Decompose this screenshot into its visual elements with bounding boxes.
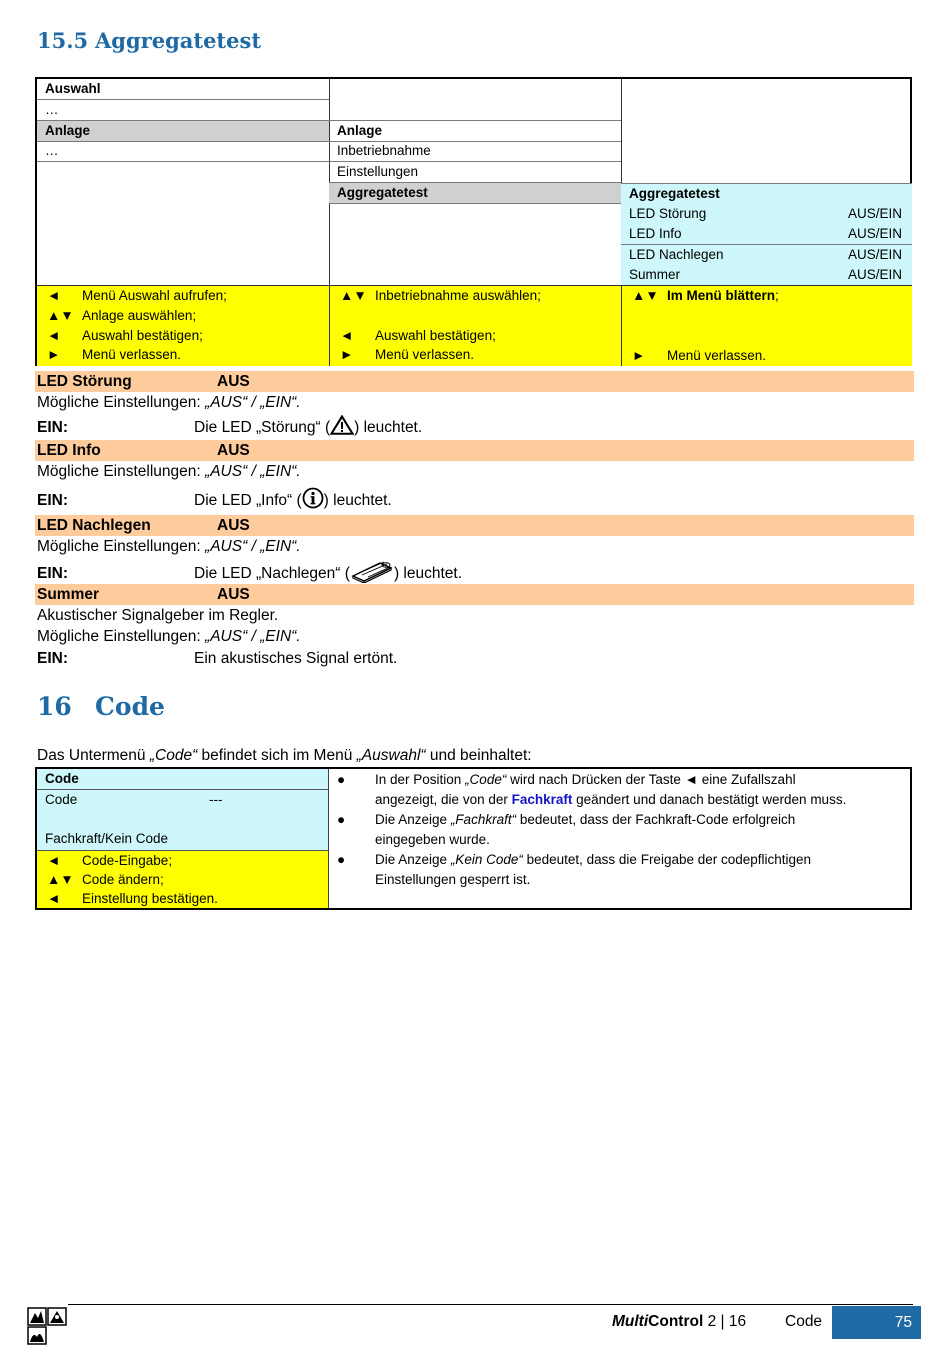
help-text: Menü verlassen.: [82, 347, 182, 362]
setting-ein: [37, 649, 397, 669]
setting-ein: [37, 415, 422, 441]
section-title: Aggregatetest: [95, 28, 262, 53]
version: 2 | 16: [703, 1313, 747, 1330]
help-line: [338, 326, 496, 346]
section-heading-15-5: [37, 28, 261, 53]
arrow-up-down-icon: ▲▼: [47, 308, 74, 323]
row-label: LED Nachlegen: [629, 247, 724, 262]
help-line: [45, 345, 181, 365]
setting-bar-led-stoerung: [35, 371, 914, 392]
help-box-anlage: [329, 285, 621, 366]
company-logo-icon: [27, 1307, 67, 1350]
setting-name: Summer: [37, 586, 100, 603]
arrow-up-down-icon: ▲▼: [47, 872, 74, 887]
ein-text: ) leuchtet.: [354, 419, 423, 437]
options-label: Mögliche Einstellungen:: [37, 463, 201, 480]
setting-options: [37, 537, 301, 557]
menu-auswahl-dots-2: …: [37, 141, 329, 162]
page-number: 75: [832, 1306, 921, 1339]
intro-text: Das Untermenü: [37, 747, 150, 764]
setting-bar-summer: [35, 584, 914, 605]
arrow-left-icon: ◄: [47, 891, 61, 906]
row-value: AUS/EIN: [847, 247, 902, 262]
arrow-up-down-icon: ▲▼: [632, 288, 659, 303]
arrow-right-icon: ►: [632, 348, 646, 363]
help-line: [45, 870, 164, 890]
help-text: Inbetriebnahme auswählen;: [375, 288, 541, 303]
ein-text: Ein akustisches Signal ertönt.: [194, 650, 398, 667]
bullet-text: Einstellungen gesperrt ist.: [375, 872, 531, 887]
help-box-aggregatetest: [621, 285, 912, 366]
ein-text: Die LED „Info“ (: [194, 492, 302, 510]
help-line: [630, 286, 779, 306]
code-status: Fachkraft/Kein Code: [45, 831, 169, 846]
text: Fachkraft: [511, 792, 573, 807]
setting-options: [37, 393, 301, 413]
help-text: Menü verlassen.: [375, 347, 475, 362]
help-text: Auswahl bestätigen;: [375, 328, 496, 343]
help-line: [45, 286, 227, 306]
help-text: Code-Eingabe;: [82, 853, 173, 868]
footer-rule: [68, 1304, 913, 1305]
section-heading-16: [37, 692, 165, 721]
setting-default: AUS: [217, 586, 250, 603]
section-number: 16: [37, 692, 72, 721]
arrow-right-icon: ►: [340, 347, 354, 362]
setting-default: AUS: [217, 442, 250, 459]
menu-row-summer: [621, 265, 912, 285]
setting-bar-led-info: [35, 440, 914, 461]
arrow-left-icon: ◄: [340, 328, 354, 343]
bullet-icon: ●: [337, 812, 346, 827]
ein-label: EIN:: [37, 492, 68, 510]
help-text: Im Menü blättern: [667, 288, 776, 303]
help-text: Menü Auswahl aufrufen;: [82, 288, 227, 303]
setting-bar-led-nachlegen: [35, 515, 914, 536]
menu-anlage-header: Anlage: [329, 121, 621, 142]
help-text: Auswahl bestätigen;: [82, 328, 203, 343]
text: wird nach Drücken der Taste ◄ eine Zufallszahl: [506, 772, 796, 787]
intro-code: „Code“: [149, 747, 198, 764]
text: bedeutet, dass die Freigabe der codepflichtigen: [522, 852, 812, 867]
code-row: [37, 790, 328, 850]
code-display: [37, 769, 329, 908]
menu-anlage-item-1: Inbetriebnahme: [329, 141, 621, 162]
intro-text: befindet sich im Menü: [197, 747, 357, 764]
row-value: AUS/EIN: [847, 226, 902, 241]
arrow-up-down-icon: ▲▼: [340, 288, 367, 303]
help-line: [45, 889, 218, 909]
help-line: [45, 851, 172, 871]
setting-options: [37, 627, 301, 647]
bullet-text: [375, 790, 846, 810]
text: „Code“: [465, 772, 507, 787]
setting-name: LED Nachlegen: [37, 517, 151, 534]
menu-row-led-stoerung: [621, 204, 912, 225]
ein-text: ) leuchtet.: [323, 492, 392, 510]
options-label: Mögliche Einstellungen:: [37, 394, 201, 411]
brand-italic: Multi: [612, 1313, 649, 1330]
options-label: Mögliche Einstellungen:: [37, 628, 201, 645]
section-number: 15.5: [37, 28, 89, 53]
code-help: [37, 850, 328, 908]
menu-auswahl-header: Auswahl: [37, 79, 329, 100]
ein-text: Die LED „Störung“ (: [194, 419, 331, 437]
bullet-text: [375, 770, 796, 790]
help-line: [45, 326, 203, 346]
arrow-left-icon: ◄: [47, 853, 61, 868]
intro-text: und beinhaltet:: [425, 747, 532, 764]
setting-options: [37, 462, 301, 482]
options-values: „AUS“ / „EIN“.: [205, 394, 301, 411]
brand-bold: Control: [648, 1313, 704, 1330]
text: Die Anzeige: [375, 812, 451, 827]
setting-description: Akustischer Signalgeber im Regler.: [37, 607, 279, 624]
text: „Fachkraft“: [450, 812, 517, 827]
menu-row-led-info: [621, 224, 912, 245]
setting-ein: [37, 487, 392, 515]
text: Die Anzeige: [375, 852, 451, 867]
help-text: Menü verlassen.: [667, 348, 767, 363]
menu-structure-table: [35, 77, 912, 366]
ein-text: ) leuchtet.: [393, 565, 462, 583]
help-line: [338, 286, 541, 306]
options-values: „AUS“ / „EIN“.: [205, 628, 301, 645]
bullet-icon: ●: [337, 772, 346, 787]
row-label: Summer: [629, 267, 681, 282]
footer-product: [612, 1312, 746, 1332]
help-line: [338, 345, 474, 365]
row-value: AUS/EIN: [847, 267, 902, 282]
options-values: „AUS“ / „EIN“.: [205, 463, 301, 480]
code-table: [35, 767, 912, 910]
help-text: Einstellung bestätigen.: [82, 891, 218, 906]
code-header: Code: [37, 769, 328, 790]
bullet-icon: ●: [337, 852, 346, 867]
menu-row-led-nachlegen: [621, 245, 912, 266]
setting-name: LED Info: [37, 442, 101, 459]
row-label: LED Störung: [629, 206, 707, 221]
info-circle-icon: [302, 487, 324, 515]
ein-label: EIN:: [37, 565, 68, 583]
bullet-text: [375, 850, 811, 870]
footer-section: Code: [785, 1313, 823, 1330]
options-label: Mögliche Einstellungen:: [37, 538, 201, 555]
bullet-text: eingegeben wurde.: [375, 832, 490, 847]
row-value: AUS/EIN: [847, 206, 902, 221]
ein-text: Die LED „Nachlegen“ (: [194, 565, 350, 583]
arrow-left-icon: ◄: [47, 328, 61, 343]
help-text: Code ändern;: [82, 872, 164, 887]
menu-aggregatetest-header: Aggregatetest: [621, 183, 912, 205]
setting-name: LED Störung: [37, 373, 132, 390]
code-value: ---: [209, 792, 223, 807]
menu-anlage-aggregatetest: Aggregatetest: [329, 183, 621, 204]
setting-default: AUS: [217, 373, 250, 390]
text: angezeigt, die von der: [375, 792, 512, 807]
help-box-auswahl: [37, 285, 329, 366]
bullet-text: [375, 810, 795, 830]
menu-auswahl-anlage: Anlage: [37, 121, 329, 142]
text: In der Position: [375, 772, 466, 787]
options-values: „AUS“ / „EIN“.: [205, 538, 301, 555]
arrow-left-icon: ◄: [47, 288, 61, 303]
menu-anlage-item-2: Einstellungen: [329, 162, 621, 183]
menu-col2-empty: [329, 79, 621, 121]
help-text: Anlage auswählen;: [82, 308, 197, 323]
arrow-right-icon: ►: [47, 347, 61, 362]
text: „Kein Code“: [450, 852, 523, 867]
section-title: Code: [95, 692, 165, 721]
row-label: LED Info: [629, 226, 682, 241]
help-punct: ;: [775, 288, 779, 303]
menu-auswahl-dots: …: [37, 100, 329, 121]
warning-triangle-icon: [330, 415, 354, 441]
setting-default: AUS: [217, 517, 250, 534]
ein-label: EIN:: [37, 419, 68, 437]
help-line: [630, 346, 766, 366]
section-intro: [37, 746, 532, 766]
intro-auswahl: „Auswahl“: [356, 747, 426, 764]
code-label: Code: [45, 792, 78, 807]
help-line: [45, 306, 196, 326]
text: bedeutet, dass der Fachkraft-Code erfolgreich: [516, 812, 796, 827]
text: geändert und danach bestätigt werden muss.: [572, 792, 847, 807]
ein-label: EIN:: [37, 650, 68, 667]
